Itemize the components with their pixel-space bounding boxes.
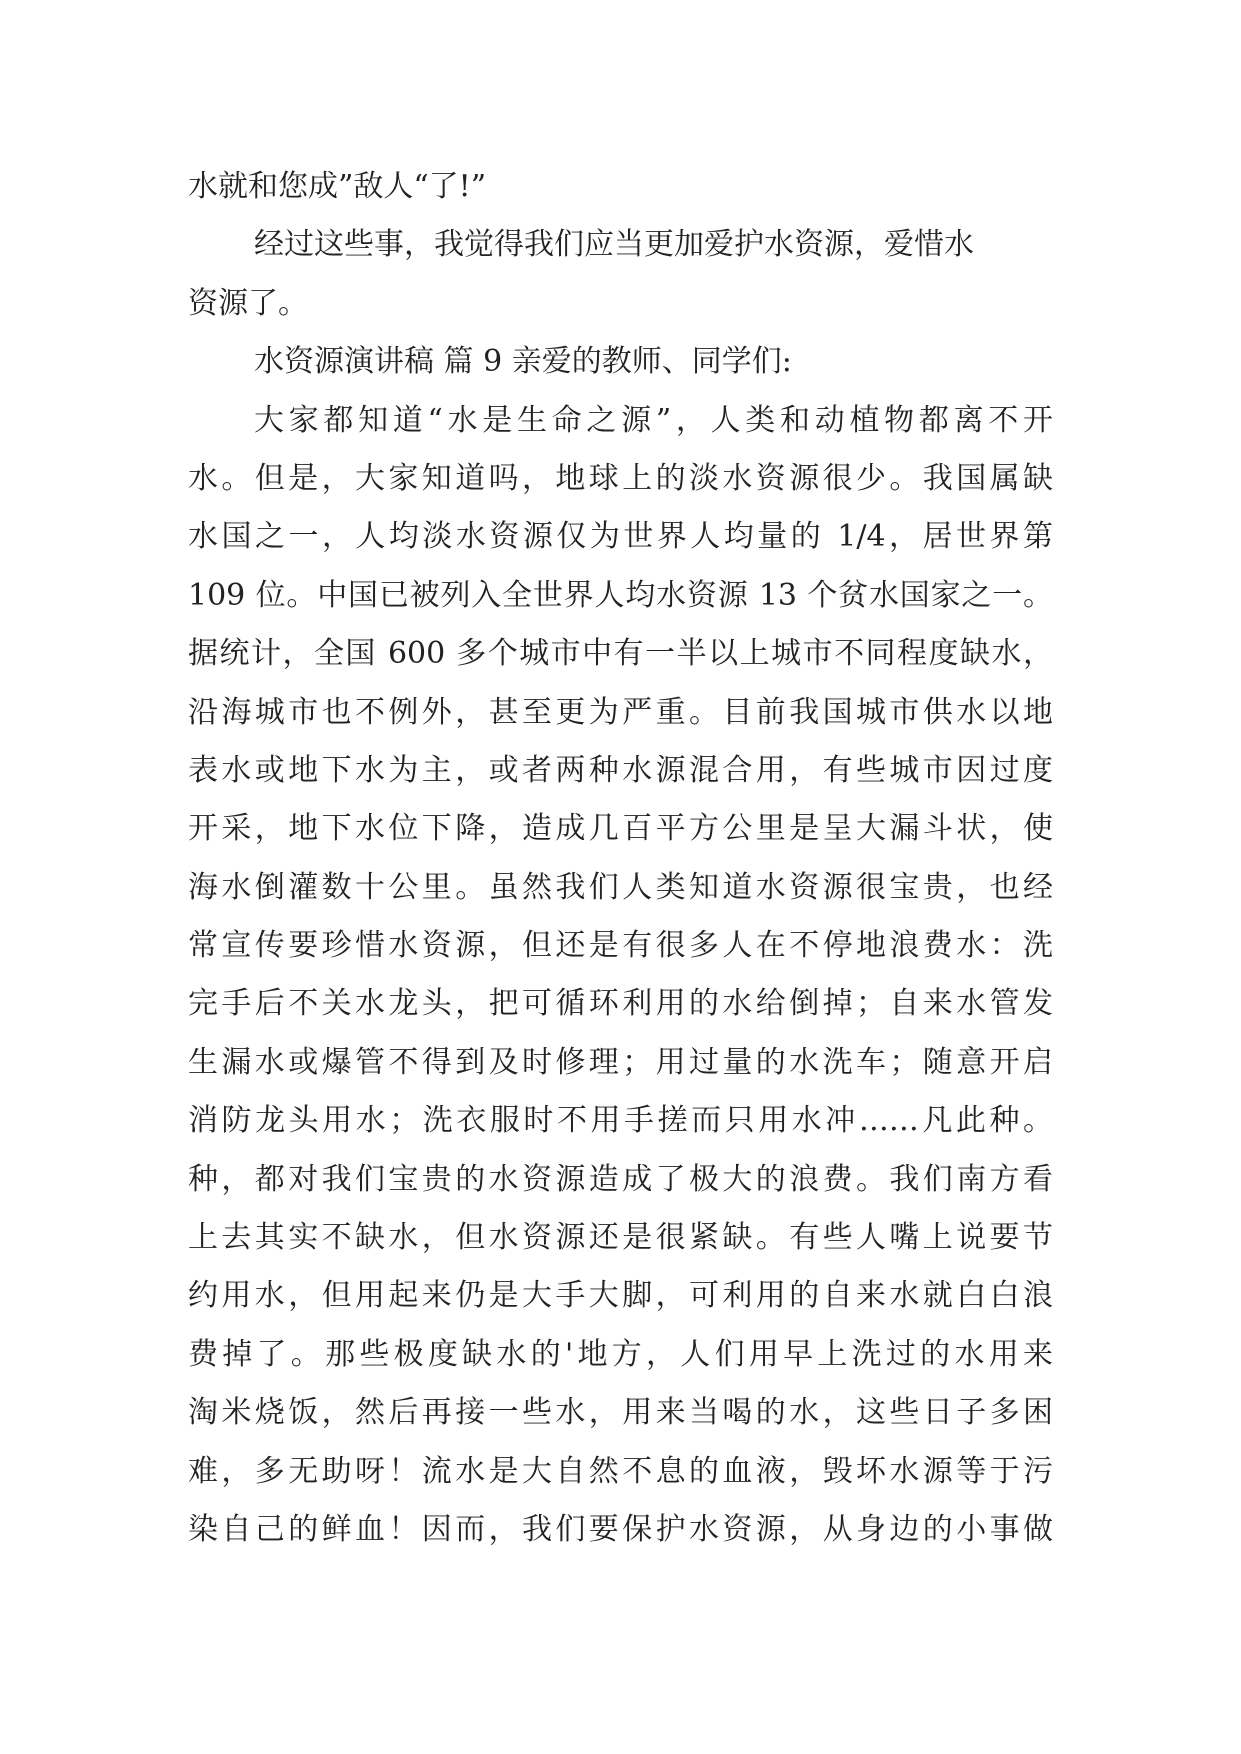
- text-line-24: 染自己的鲜血！因而，我们要保护水资源，从身边的小事做: [188, 1511, 1053, 1547]
- text-line-1: 水就和您成”敌人“了!”: [188, 169, 487, 204]
- text-line-22: 淘米烧饭，然后再接一些水，用来当喝的水，这些日子多困: [188, 1395, 1053, 1431]
- text-line-10: 沿海城市也不例外，甚至更为严重。目前我国城市供水以地: [188, 694, 1053, 730]
- text-line-5: 大家都知道“水是生命之源”，人类和动植物都离不开: [254, 402, 1053, 438]
- text-line-15: 完手后不关水龙头，把可循环利用的水给倒掉；自来水管发: [188, 986, 1053, 1022]
- body-text: [188, 158, 1053, 1559]
- text-line-2: 经过这些事，我觉得我们应当更加爱护水资源，爱惜水: [254, 227, 974, 263]
- text-line-8: 109 位。中国已被列入全世界人均水资源 13 个贫水国家之一。: [188, 577, 1053, 613]
- text-line-16: 生漏水或爆管不得到及时修理；用过量的水洗车；随意开启: [188, 1044, 1053, 1080]
- text-line-6: 水。但是，大家知道吗，地球上的淡水资源很少。我国属缺: [188, 460, 1053, 496]
- text-line-12: 开采，地下水位下降，造成几百平方公里是呈大漏斗状，使: [188, 811, 1053, 847]
- text-line-14: 常宣传要珍惜水资源，但还是有很多人在不停地浪费水：洗: [188, 928, 1053, 964]
- section-heading: 水资源演讲稿 篇 9 亲爱的教师、同学们:: [254, 344, 792, 380]
- text-line-13: 海水倒灌数十公里。虽然我们人类知道水资源很宝贵，也经: [188, 869, 1053, 905]
- text-line-11: 表水或地下水为主，或者两种水源混合用，有些城市因过度: [188, 752, 1053, 788]
- text-line-3: 资源了。: [188, 285, 308, 321]
- text-line-7: 水国之一，人均淡水资源仅为世界人均量的 1/4，居世界第: [188, 519, 1053, 555]
- text-line-17: 消防龙头用水；洗衣服时不用手搓而只用水冲……凡此种。: [188, 1103, 1053, 1139]
- text-line-23: 难，多无助呀！流水是大自然不息的血液，毁坏水源等于污: [188, 1453, 1053, 1489]
- text-line-9: 据统计，全国 600 多个城市中有一半以上城市不同程度缺水，: [188, 636, 1053, 672]
- text-line-19: 上去其实不缺水，但水资源还是很紧缺。有些人嘴上说要节: [188, 1220, 1053, 1256]
- text-line-20: 约用水，但用起来仍是大手大脚，可利用的自来水就白白浪: [188, 1278, 1053, 1314]
- text-line-21: 费掉了。那些极度缺水的'地方，人们用早上洗过的水用来: [188, 1336, 1053, 1372]
- text-line-18: 种，都对我们宝贵的水资源造成了极大的浪费。我们南方看: [188, 1161, 1053, 1197]
